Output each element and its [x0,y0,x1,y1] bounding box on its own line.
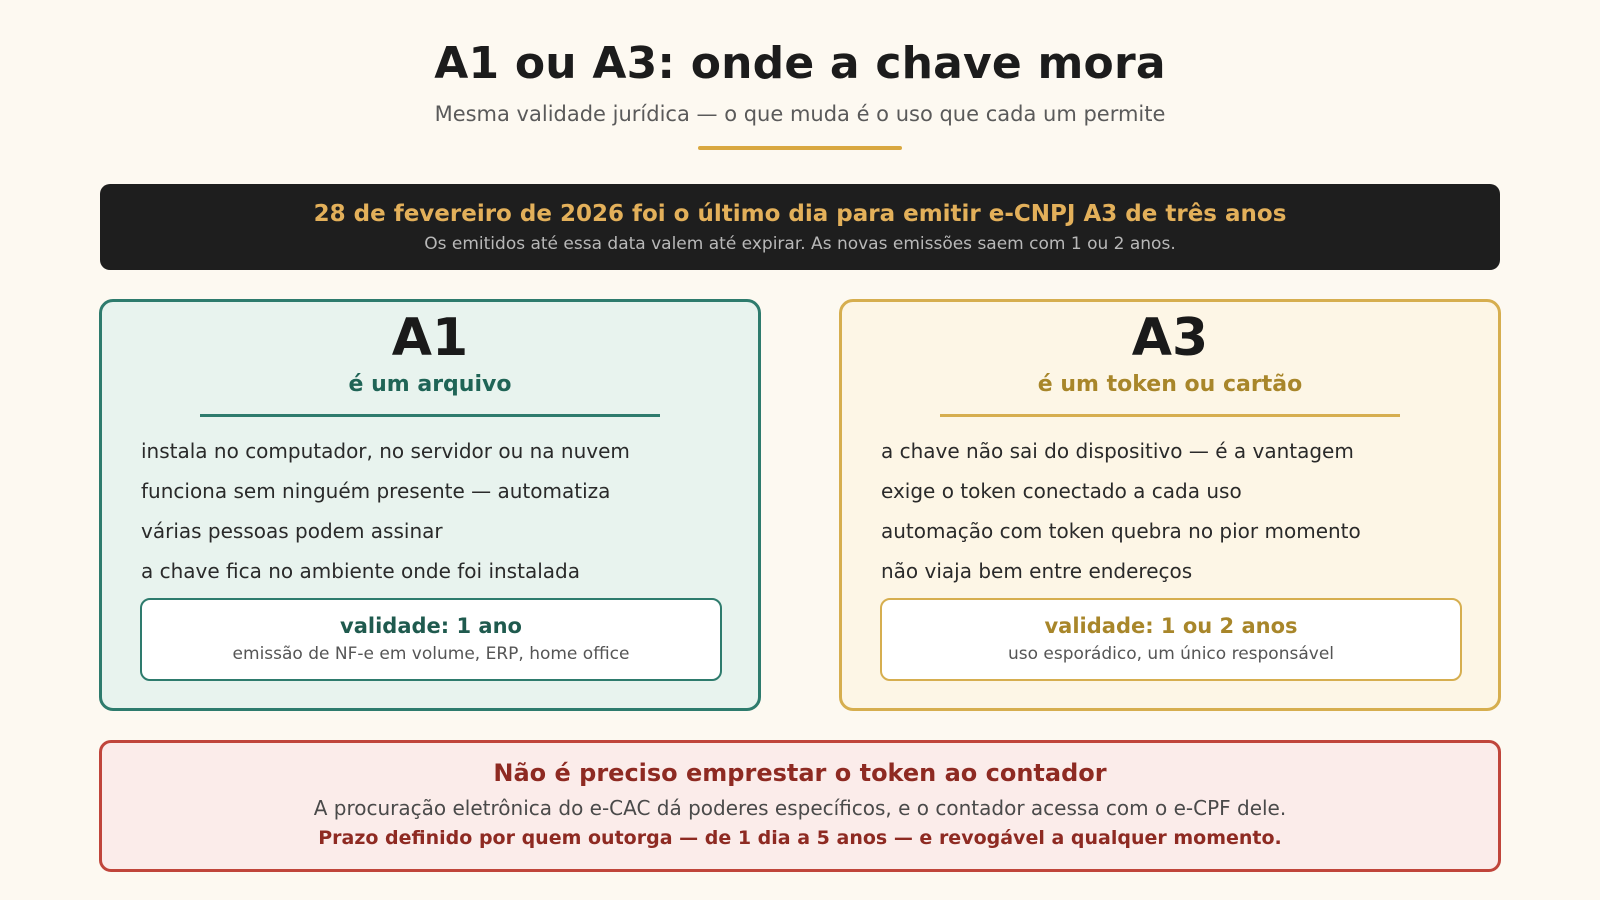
list-item: automação com token quebra no pior momento [881,519,1361,543]
title-divider [698,146,902,150]
list-item: instala no computador, no servidor ou na nuvem [141,439,630,463]
list-item: exige o token conectado a cada uso [881,479,1242,503]
warning-box [99,740,1501,872]
notice-text: Os emitidos até essa data valem até expirar. As novas emissões saem com 1 ou 2 anos. [424,234,1176,254]
list-item: várias pessoas podem assinar [141,519,443,543]
warning-text: A procuração eletrônica do e-CAC dá poderes específicos, e o contador acessa com o e-CPF dele. [313,796,1287,820]
list-item: a chave não sai do dispositivo — é a vantagem [881,439,1354,463]
page-subtitle: Mesma validade jurídica — o que muda é o uso que cada um permite [434,102,1166,126]
card-a1-code: A1 [391,308,469,368]
card-a3-validity-box [880,598,1462,681]
card-a3-list [881,431,1498,591]
list-item: a chave fica no ambiente onde foi instalada [141,559,580,583]
card-a1-validity-box [140,598,722,681]
page-title: A1 ou A3: onde a chave mora [434,38,1166,89]
list-item: funciona sem ninguém presente — automatiza [141,479,611,503]
card-a1-subtitle: é um arquivo [348,372,512,397]
card-a1-validity-headline: validade: 1 ano [340,614,522,638]
notice-banner [100,184,1500,270]
card-a1-list [141,431,758,591]
card-a3 [839,299,1501,711]
list-item: não viaja bem entre endereços [881,559,1193,583]
card-a3-validity-text: uso esporádico, um único responsável [1008,644,1334,664]
card-a1-divider [200,414,660,417]
card-a3-validity-headline: validade: 1 ou 2 anos [1044,614,1298,638]
card-a1 [99,299,761,711]
card-a3-divider [940,414,1400,417]
warning-headline: Não é preciso emprestar o token ao contador [493,759,1107,787]
card-a3-code: A3 [1131,308,1209,368]
card-a3-subtitle: é um token ou cartão [1037,372,1303,397]
card-a1-validity-text: emissão de NF-e em volume, ERP, home office [232,644,630,664]
page-header [0,36,1600,150]
notice-headline: 28 de fevereiro de 2026 foi o último dia para emitir e-CNPJ A3 de três anos [313,201,1287,227]
warning-emphasis: Prazo definido por quem outorga — de 1 dia a 5 anos — e revogável a qualquer momento. [318,827,1282,849]
